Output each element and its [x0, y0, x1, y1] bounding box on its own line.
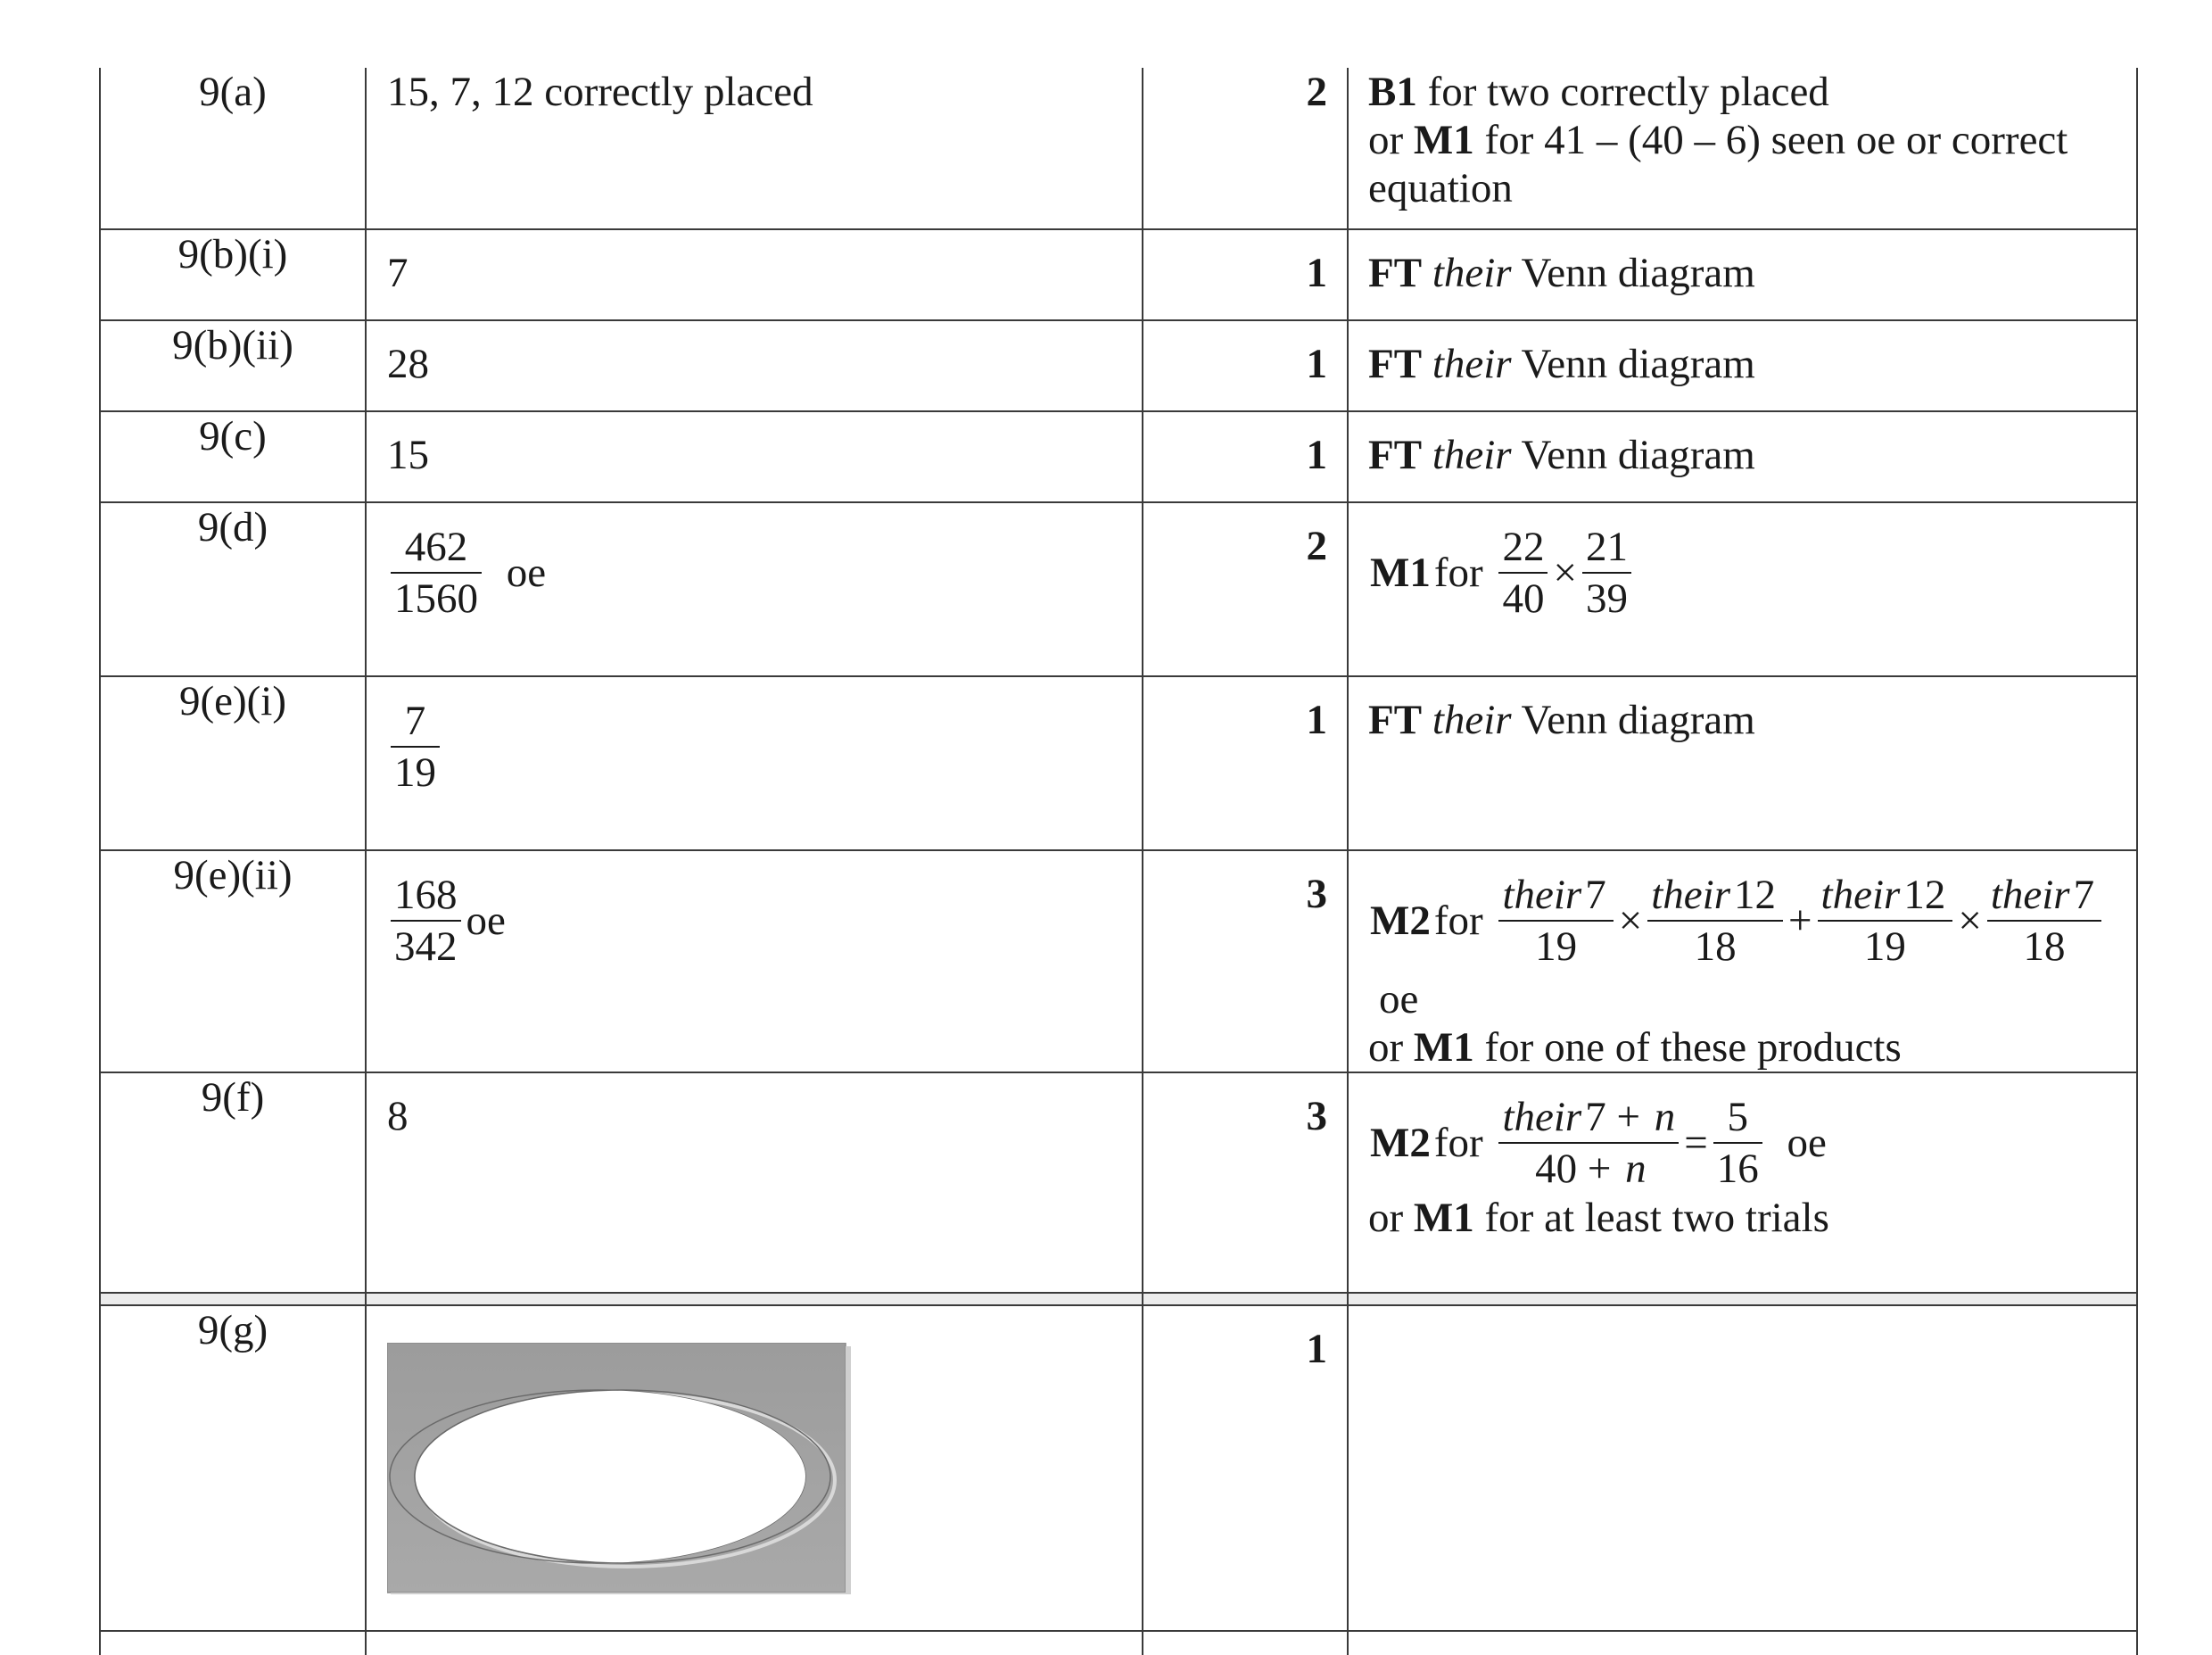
numerator: 5	[1713, 1092, 1762, 1144]
guidance-oe: oe	[1379, 976, 1419, 1023]
answer-fraction	[391, 870, 461, 972]
table-row	[100, 850, 2137, 1072]
numerator: 7	[391, 696, 440, 748]
guidance-text: Venn diagram	[1511, 697, 1755, 743]
denominator: 39	[1585, 575, 1628, 622]
numerator: 462	[391, 522, 482, 574]
separator-cell	[366, 1293, 1143, 1305]
guidance-fraction	[1987, 870, 2101, 972]
mark-code: M1	[1370, 550, 1431, 596]
guidance-italic: their	[1432, 697, 1512, 743]
guidance-text: for at least two trials	[1473, 1195, 1829, 1242]
operator: +	[1788, 898, 1812, 944]
stub-cell	[1143, 1631, 1348, 1655]
answer-fraction	[391, 522, 482, 624]
table-row	[100, 320, 2137, 411]
rectangle-shadow	[846, 1346, 851, 1594]
marks-cell: 1	[1143, 320, 1348, 411]
variable-n: n	[1625, 1146, 1647, 1193]
table-row-stub	[100, 1631, 2137, 1655]
guidance-italic: their	[1432, 250, 1512, 296]
mark-code: FT	[1368, 697, 1423, 743]
mark-code: M1	[1413, 117, 1474, 163]
marks-cell: 1	[1143, 229, 1348, 320]
guidance-cell	[1348, 320, 2137, 411]
numerator	[1498, 870, 1613, 922]
their-word: their	[1502, 1094, 1582, 1141]
marks-cell: 1	[1143, 1305, 1348, 1631]
guidance-italic: their	[1432, 341, 1512, 387]
guidance-fraction	[1647, 870, 1783, 972]
numerator-value: 7	[2073, 872, 2095, 918]
table-row	[100, 229, 2137, 320]
separator-cell	[1348, 1293, 2137, 1305]
question-cell: 9(c)	[100, 411, 366, 502]
table-row	[100, 1305, 2137, 1631]
answer-suffix: oe	[506, 550, 547, 596]
guidance-text: for	[1433, 898, 1483, 944]
stub-cell	[1348, 1631, 2137, 1655]
guidance-text: Venn diagram	[1511, 341, 1755, 387]
numerator-value: 12	[1734, 872, 1777, 918]
guidance-text: or	[1368, 1195, 1414, 1242]
answer-cell: 15	[366, 411, 1143, 502]
guidance-text: Venn diagram	[1511, 432, 1755, 478]
question-cell: 9(a)	[100, 68, 366, 229]
guidance-cell	[1348, 502, 2137, 676]
answer-cell: 15, 7, 12 correctly placed	[366, 68, 1143, 229]
guidance-fraction	[1713, 1092, 1762, 1194]
question-cell: 9(b)(i)	[100, 229, 366, 320]
numerator: 21	[1582, 522, 1631, 574]
question-cell: 9(e)(i)	[100, 676, 366, 850]
denominator: 19	[394, 749, 436, 796]
separator-cell	[1143, 1293, 1348, 1305]
numerator-value: 7 +	[1585, 1094, 1651, 1141]
guidance-fraction	[1498, 870, 1613, 972]
their-word: their	[1990, 872, 2070, 918]
separator-cell	[100, 1293, 366, 1305]
operator: =	[1684, 1120, 1708, 1167]
denominator: 18	[2023, 923, 2066, 970]
mark-code: B1	[1368, 69, 1417, 115]
marks-cell: 2	[1143, 68, 1348, 229]
table-row	[100, 676, 2137, 850]
venn-diagram-svg	[387, 1343, 853, 1594]
numerator: 22	[1498, 522, 1548, 574]
denominator	[1498, 1144, 1679, 1194]
answer-cell: 8	[366, 1072, 1143, 1293]
denominator: 19	[1535, 923, 1578, 970]
table-row	[100, 68, 2137, 229]
guidance-fraction	[1582, 522, 1631, 624]
numerator-value: 7	[1585, 872, 1606, 918]
marks-cell: 3	[1143, 1072, 1348, 1293]
guidance-text: Venn diagram	[1511, 250, 1755, 296]
their-word: their	[1820, 872, 1901, 918]
operator: ×	[1553, 550, 1577, 596]
marks-cell: 1	[1143, 676, 1348, 850]
guidance-cell	[1348, 411, 2137, 502]
mark-code: FT	[1368, 250, 1423, 296]
guidance-cell	[1348, 229, 2137, 320]
their-word: their	[1502, 872, 1582, 918]
marks-cell: 3	[1143, 850, 1348, 1072]
answer-cell	[366, 850, 1143, 1072]
stub-cell	[366, 1631, 1143, 1655]
numerator: 168	[391, 870, 461, 922]
marks-cell: 1	[1143, 411, 1348, 502]
guidance-cell	[1348, 850, 2137, 1072]
guidance-fraction	[1818, 870, 1953, 972]
denominator: 18	[1694, 923, 1737, 970]
numerator	[1987, 870, 2101, 922]
answer-cell	[366, 676, 1143, 850]
mark-code: M2	[1370, 898, 1431, 944]
guidance-cell	[1348, 68, 2137, 229]
variable-n: n	[1654, 1094, 1676, 1141]
mark-code: M2	[1370, 1120, 1431, 1167]
question-cell: 9(b)(ii)	[100, 320, 366, 411]
question-cell: 9(f)	[100, 1072, 366, 1293]
guidance-text: or	[1368, 1024, 1414, 1072]
question-cell: 9(g)	[100, 1305, 366, 1631]
mark-code: M1	[1413, 1024, 1474, 1072]
guidance-text: for	[1433, 1120, 1483, 1167]
denominator: 19	[1863, 923, 1906, 970]
numerator-value: 12	[1903, 872, 1946, 918]
row-separator	[100, 1293, 2137, 1305]
mark-scheme-table	[99, 68, 2138, 1655]
operator: ×	[1618, 898, 1643, 944]
guidance-cell	[1348, 676, 2137, 850]
answer-fraction	[391, 696, 440, 798]
question-cell: 9(d)	[100, 502, 366, 676]
denominator: 16	[1716, 1146, 1759, 1193]
rectangle-shadow	[391, 1593, 851, 1594]
venn-diagram	[387, 1343, 853, 1594]
answer-cell	[366, 1305, 1143, 1631]
operator: ×	[1958, 898, 1982, 944]
denominator-value: 40 +	[1535, 1146, 1622, 1193]
their-word: their	[1651, 872, 1731, 918]
mark-code: FT	[1368, 432, 1423, 478]
guidance-oe: oe	[1787, 1120, 1827, 1167]
answer-cell	[366, 502, 1143, 676]
answer-cell: 28	[366, 320, 1143, 411]
denominator: 342	[394, 923, 458, 970]
guidance-cell	[1348, 1072, 2137, 1293]
stub-cell	[100, 1631, 366, 1655]
numerator	[1498, 1092, 1679, 1144]
question-cell: 9(e)(ii)	[100, 850, 366, 1072]
table-row	[100, 411, 2137, 502]
guidance-text: for 41 – (40 – 6) seen oe or correct equation	[1368, 117, 2068, 211]
denominator: 1560	[394, 575, 478, 622]
guidance-italic: their	[1432, 432, 1512, 478]
guidance-cell	[1348, 1305, 2137, 1631]
guidance-text: for two correctly placed	[1416, 69, 1829, 115]
guidance-fraction	[1498, 522, 1548, 624]
answer-cell: 7	[366, 229, 1143, 320]
numerator	[1818, 870, 1953, 922]
mark-code: M1	[1413, 1195, 1474, 1242]
guidance-text: for	[1433, 550, 1483, 596]
numerator	[1647, 870, 1783, 922]
guidance-text: for one of these products	[1473, 1024, 1902, 1072]
table-row	[100, 502, 2137, 676]
guidance-text: or	[1368, 117, 1414, 163]
table-row	[100, 1072, 2137, 1293]
denominator: 40	[1502, 575, 1545, 622]
mark-code: FT	[1368, 341, 1423, 387]
answer-suffix: oe	[466, 898, 506, 944]
marks-cell: 2	[1143, 502, 1348, 676]
guidance-fraction	[1498, 1092, 1679, 1194]
